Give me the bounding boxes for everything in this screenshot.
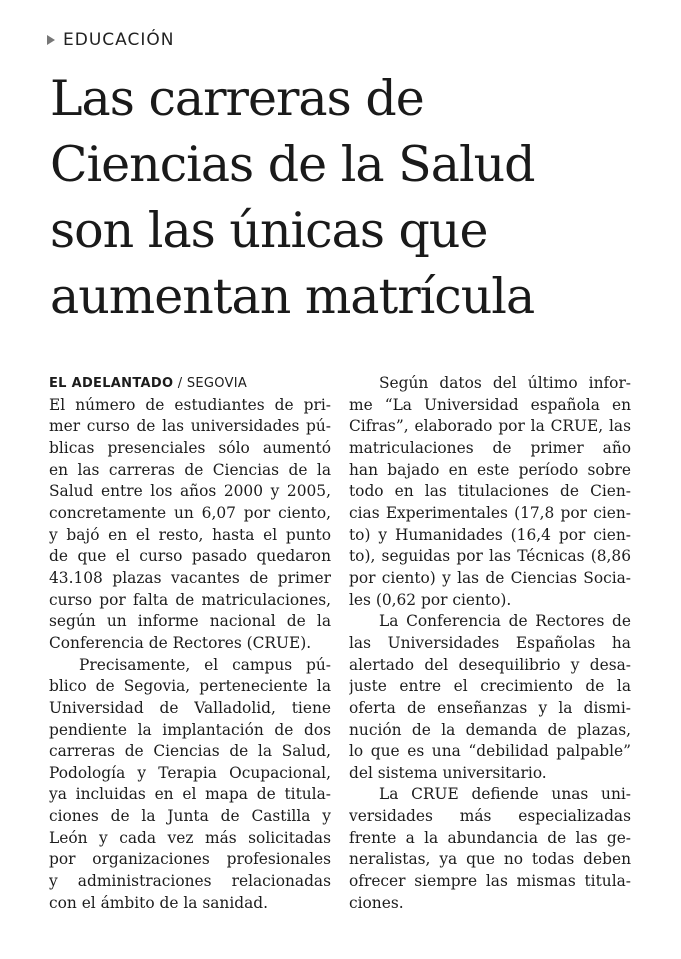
body-line: ciones. <box>349 893 404 912</box>
body-line: ya incluidas en el mapa de titula- <box>49 785 331 804</box>
body-line: Podología y Terapia Ocupacional, <box>49 763 331 782</box>
body-line: versidades más especializadas <box>349 807 631 826</box>
body-line: les (0,62 por ciento). <box>349 590 512 609</box>
right-column <box>349 373 631 914</box>
body-line: Cifras”, elaborado por la CRUE, las <box>349 417 631 436</box>
body-line: me “La Universidad española en <box>349 395 631 414</box>
body-line: to), seguidas por las Técnicas (8,86 <box>349 547 631 566</box>
headline-line: aumentan matrícula <box>50 268 535 325</box>
body-line: han bajado en este período sobre <box>349 460 631 479</box>
body-line: con el ámbito de la sanidad. <box>49 893 269 912</box>
headline-line: son las únicas que <box>50 202 488 259</box>
body-line: según un informe nacional de la <box>49 612 331 631</box>
body-line: mer curso de las universidades pú- <box>49 417 331 436</box>
body-line: La CRUE defiende unas uni- <box>379 785 631 804</box>
body-line: carreras de Ciencias de la Salud, <box>49 742 331 761</box>
headline-line: Ciencias de la Salud <box>50 136 535 193</box>
section-label-text: EDUCACIÓN <box>63 30 175 50</box>
body-line: blicas presenciales sólo aumentó <box>49 438 331 457</box>
body-line: Salud entre los años 2000 y 2005, <box>49 482 331 501</box>
byline-city: SEGOVIA <box>186 376 248 391</box>
body-line: cias Experimentales (17,8 por cien- <box>349 503 631 522</box>
body-line: matriculaciones de primer año <box>349 438 631 457</box>
body-line: Precisamente, el campus pú- <box>79 655 331 674</box>
headline-line: Las carreras de <box>50 70 424 127</box>
body-line: pendiente la implantación de dos <box>49 720 331 739</box>
body-line: juste entre el crecimiento de la <box>349 677 631 696</box>
body-line: por ciento) y las de Ciencias Socia- <box>349 568 631 587</box>
body-line: nución de la demanda de plazas, <box>349 720 631 739</box>
triangle-arrow-icon <box>47 35 55 45</box>
body-line: lo que es una “debilidad palpable” <box>349 742 631 761</box>
body-line: del sistema universitario. <box>349 763 547 782</box>
body-line: frente a la abundancia de las ge- <box>349 828 631 847</box>
body-line: to) y Humanidades (16,4 por cien- <box>349 525 631 544</box>
body-line: y administraciones relacionadas <box>49 872 331 891</box>
body-line: curso por falta de matriculaciones, <box>49 590 331 609</box>
body-line: concretamente un 6,07 por ciento, <box>49 503 331 522</box>
body-line: las Universidades Españolas ha <box>349 633 631 652</box>
body-line: alertado del desequilibrio y desa- <box>349 655 631 674</box>
byline-agency: EL ADELANTADO <box>49 376 174 391</box>
body-line: Según datos del último infor- <box>379 374 631 392</box>
body-line: neralistas, ya que no todas deben <box>349 850 631 869</box>
body-line: La Conferencia de Rectores de <box>379 612 631 631</box>
body-line: Universidad de Valladolid, tiene <box>49 698 331 717</box>
byline-separator: / <box>173 376 187 391</box>
headline <box>50 66 660 330</box>
body-line: de que el curso pasado quedaron <box>49 547 331 566</box>
body-line: por organizaciones profesionales <box>49 850 331 869</box>
body-line: ciones de la Junta de Castilla y <box>49 807 331 826</box>
body-line: todo en las titulaciones de Cien- <box>349 482 631 501</box>
left-column <box>49 373 331 914</box>
body-line: El número de estudiantes de pri- <box>49 395 331 414</box>
body-line: y bajó en el resto, hasta el punto <box>49 525 331 544</box>
body-line: Conferencia de Rectores (CRUE). <box>49 633 312 652</box>
body-line: oferta de enseñanzas y la dismi- <box>349 698 631 717</box>
body-line: blico de Segovia, perteneciente la <box>49 677 331 696</box>
body-line: León y cada vez más solicitadas <box>49 828 331 847</box>
body-line: 43.108 plazas vacantes de primer <box>49 568 331 587</box>
body-line: ofrecer siempre las mismas titula- <box>349 872 631 891</box>
section-label <box>47 27 174 53</box>
body-line: en las carreras de Ciencias de la <box>49 460 331 479</box>
byline <box>49 373 331 395</box>
